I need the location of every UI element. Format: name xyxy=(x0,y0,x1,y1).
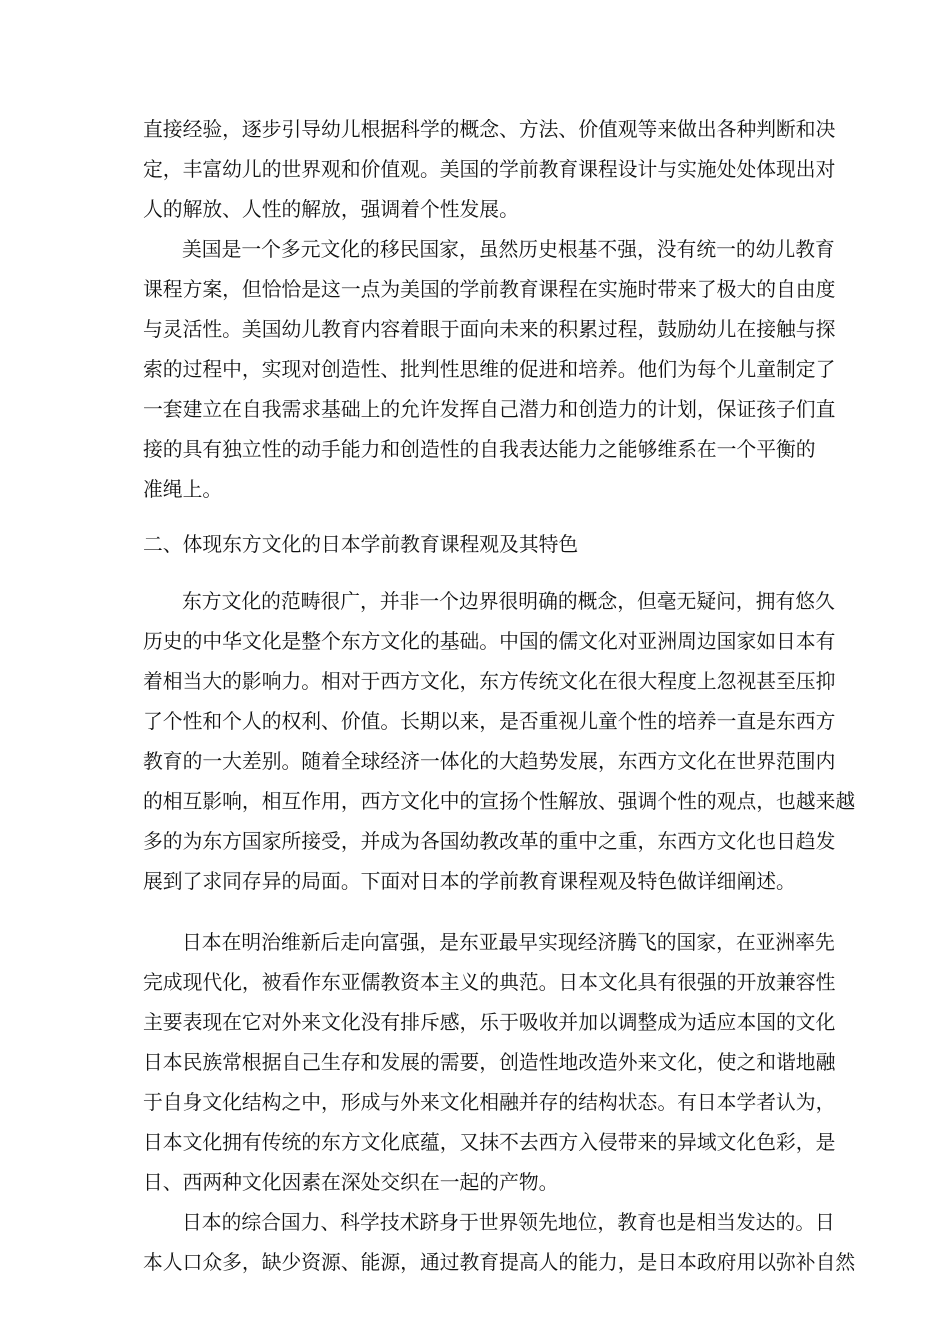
text-line: 美国是一个多元文化的移民国家，虽然历史根基不强，没有统一的幼儿教育 xyxy=(182,238,835,261)
text-line: 准绳上。 xyxy=(143,478,223,501)
text-line: 与灵活性。美国幼儿教育内容着眼于面向未来的积累过程，鼓励幼儿在接触与探 xyxy=(143,318,836,341)
text-line: 完成现代化，被看作东亚儒教资本主义的典范。日本文化具有很强的开放兼容性 xyxy=(143,971,836,994)
text-line: 展到了求同存异的局面。下面对日本的学前教育课程观及特色做详细阐述。 xyxy=(143,870,796,893)
text-line: 日本的综合国力、科学技术跻身于世界领先地位，教育也是相当发达的。日 xyxy=(182,1211,835,1234)
text-line: 东方文化的范畴很广，并非一个边界很明确的概念，但毫无疑问，拥有悠久 xyxy=(182,590,835,613)
text-line: 于自身文化结构之中，形成与外来文化相融并存的结构状态。有日本学者认为， xyxy=(143,1091,836,1114)
text-line: 教育的一大差别。随着全球经济一体化的大趋势发展，东西方文化在世界范围内 xyxy=(143,750,836,773)
text-line: 多的为东方国家所接受，并成为各国幼教改革的重中之重，东西方文化也日趋发 xyxy=(143,830,836,853)
text-line: 日、西两种文化因素在深处交织在一起的产物。 xyxy=(143,1171,559,1194)
text-line: 一套建立在自我需求基础上的允许发挥自己潜力和创造力的计划，保证孩子们直 xyxy=(143,398,836,421)
text-line: 历史的中华文化是整个东方文化的基础。中国的儒文化对亚洲周边国家如日本有 xyxy=(143,630,836,653)
text-line: 索的过程中，实现对创造性、批判性思维的促进和培养。他们为每个儿童制定了 xyxy=(143,358,836,381)
text-line: 直接经验，逐步引导幼儿根据科学的概念、方法、价值观等来做出各种判断和决 xyxy=(143,118,836,141)
text-line: 本人口众多，缺少资源、能源，通过教育提高人的能力，是日本政府用以弥补自然 xyxy=(143,1251,856,1274)
text-line: 接的具有独立性的动手能力和创造性的自我表达能力之能够维系在一个平衡的 xyxy=(143,438,816,461)
text-line: 日本文化拥有传统的东方文化底蕴，又抹不去西方入侵带来的异域文化色彩，是 xyxy=(143,1131,836,1154)
text-line: 课程方案，但恰恰是这一点为美国的学前教育课程在实施时带来了极大的自由度 xyxy=(143,278,836,301)
text-line: 的相互影响，相互作用，西方文化中的宣扬个性解放、强调个性的观点，也越来越 xyxy=(143,790,856,813)
text-line: 日本在明治维新后走向富强，是东亚最早实现经济腾飞的国家，在亚洲率先 xyxy=(182,931,835,954)
text-line: 日本民族常根据自己生存和发展的需要，创造性地改造外来文化，使之和谐地融 xyxy=(143,1051,836,1074)
text-line: 人的解放、人性的解放，强调着个性发展。 xyxy=(143,198,519,221)
text-line: 定，丰富幼儿的世界观和价值观。美国的学前教育课程设计与实施处处体现出对 xyxy=(143,158,836,181)
text-line: 了个性和个人的权利、价值。长期以来，是否重视儿童个性的培养一直是东西方 xyxy=(143,710,836,733)
heading-text: 二、体现东方文化的日本学前教育课程观及其特色 xyxy=(143,533,579,556)
text-line: 主要表现在它对外来文化没有排斥感，乐于吸收并加以调整成为适应本国的文化 xyxy=(143,1011,836,1034)
text-line: 着相当大的影响力。相对于西方文化，东方传统文化在很大程度上忽视甚至压抑 xyxy=(143,670,836,693)
